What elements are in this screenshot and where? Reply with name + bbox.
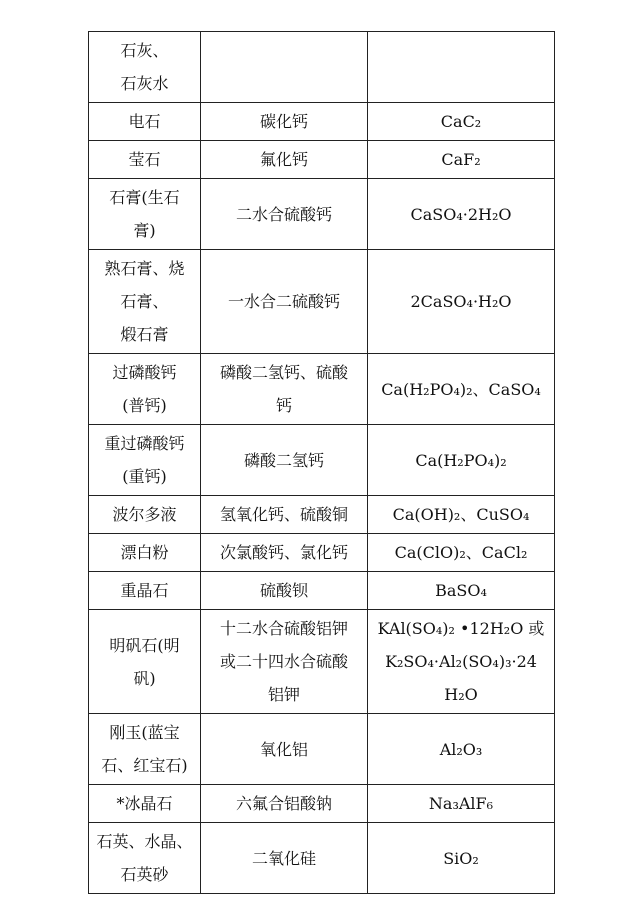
common-name-cell: 石灰、 石灰水	[89, 32, 201, 103]
common-name-cell: 过磷酸钙 (普钙)	[89, 354, 201, 425]
table-row	[89, 496, 555, 534]
formula-cell: BaSO₄	[368, 572, 555, 610]
common-name-cell: 明矾石(明 矾)	[89, 610, 201, 714]
formula-cell: Ca(H₂PO₄)₂	[368, 425, 555, 496]
table-row	[89, 714, 555, 785]
formula-cell	[368, 32, 555, 103]
common-name-cell: 波尔多液	[89, 496, 201, 534]
chemical-name-cell: 氢氧化钙、硫酸铜	[201, 496, 368, 534]
common-name-cell: *冰晶石	[89, 785, 201, 823]
formula-cell: CaC₂	[368, 103, 555, 141]
table-row	[89, 250, 555, 354]
chemical-name-cell: 氧化铝	[201, 714, 368, 785]
common-name-cell: 莹石	[89, 141, 201, 179]
table-row	[89, 103, 555, 141]
formula-cell: Al₂O₃	[368, 714, 555, 785]
chemical-name-cell: 次氯酸钙、氯化钙	[201, 534, 368, 572]
formula-cell: Ca(OH)₂、CuSO₄	[368, 496, 555, 534]
chemical-name-cell: 硫酸钡	[201, 572, 368, 610]
formula-cell: Ca(H₂PO₄)₂、CaSO₄	[368, 354, 555, 425]
common-name-cell: 漂白粉	[89, 534, 201, 572]
table-row	[89, 785, 555, 823]
formula-cell: Ca(ClO)₂、CaCl₂	[368, 534, 555, 572]
common-name-cell: 重过磷酸钙 (重钙)	[89, 425, 201, 496]
mineral-table	[88, 31, 555, 894]
table-row	[89, 572, 555, 610]
chemical-name-cell: 磷酸二氢钙、硫酸 钙	[201, 354, 368, 425]
chemical-name-cell: 磷酸二氢钙	[201, 425, 368, 496]
table-row	[89, 823, 555, 894]
common-name-cell: 石英、水晶、 石英砂	[89, 823, 201, 894]
table-row	[89, 354, 555, 425]
chemical-name-cell: 二氧化硅	[201, 823, 368, 894]
table-row	[89, 141, 555, 179]
formula-cell: SiO₂	[368, 823, 555, 894]
common-name-cell: 熟石膏、烧 石膏、 煅石膏	[89, 250, 201, 354]
formula-cell: CaSO₄·2H₂O	[368, 179, 555, 250]
table-row	[89, 534, 555, 572]
chemical-name-cell: 一水合二硫酸钙	[201, 250, 368, 354]
chemical-name-cell: 六氟合铝酸钠	[201, 785, 368, 823]
chemical-name-cell: 碳化钙	[201, 103, 368, 141]
table-row	[89, 32, 555, 103]
chemical-name-cell: 十二水合硫酸铝钾 或二十四水合硫酸 铝钾	[201, 610, 368, 714]
common-name-cell: 石膏(生石 膏)	[89, 179, 201, 250]
table-row	[89, 179, 555, 250]
common-name-cell: 电石	[89, 103, 201, 141]
chemical-name-cell: 二水合硫酸钙	[201, 179, 368, 250]
table-row	[89, 610, 555, 714]
common-name-cell: 刚玉(蓝宝 石、红宝石)	[89, 714, 201, 785]
formula-cell: CaF₂	[368, 141, 555, 179]
formula-cell: 2CaSO₄·H₂O	[368, 250, 555, 354]
common-name-cell: 重晶石	[89, 572, 201, 610]
table-row	[89, 425, 555, 496]
formula-cell: Na₃AlF₆	[368, 785, 555, 823]
chemical-name-cell	[201, 32, 368, 103]
chemical-name-cell: 氟化钙	[201, 141, 368, 179]
formula-cell: KAl(SO₄)₂ •12H₂O 或 K₂SO₄·Al₂(SO₄)₃·24 H₂O	[368, 610, 555, 714]
